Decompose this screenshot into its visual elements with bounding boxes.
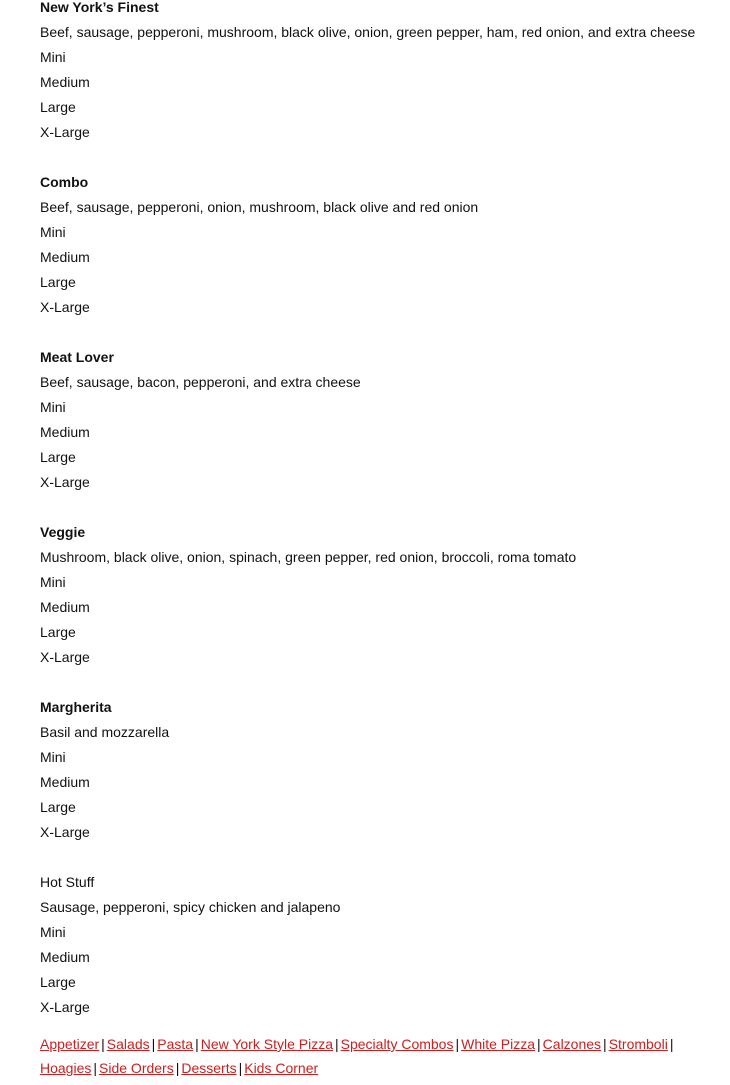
nav-link-hoagies[interactable]: Hoagies [40,1060,92,1076]
menu-item-description: Beef, sausage, pepperoni, mushroom, black olive, onion, green pepper, ham, red onion, and extra cheese [40,24,696,40]
nav-link-kids-corner[interactable]: Kids Corner [244,1060,319,1076]
divider [40,845,720,870]
nav-separator: | [195,1036,199,1052]
size-option: Medium [40,424,90,440]
size-option: Large [40,274,76,290]
menu-item-name: Meat Lover [40,349,114,365]
size-option: Large [40,799,76,815]
size-option: X-Large [40,474,90,490]
size-option: Medium [40,949,90,965]
menu-item [40,345,720,520]
menu-item-name: Veggie [40,524,86,540]
nav-link-specialty-combos[interactable]: Specialty Combos [340,1036,454,1052]
nav-link-new-york-style-pizza[interactable]: New York Style Pizza [200,1036,333,1052]
menu-item-description: Basil and mozzarella [40,724,170,740]
nav-separator: | [603,1036,607,1052]
menu-item [40,870,720,1020]
size-option: Medium [40,774,90,790]
nav-link-desserts[interactable]: Desserts [181,1060,237,1076]
size-option: X-Large [40,124,90,140]
nav-link-stromboli[interactable]: Stromboli [608,1036,668,1052]
nav-separator: | [151,1036,156,1052]
menu-item [40,695,720,870]
size-option: Mini [40,749,66,765]
divider [40,495,720,520]
nav-separator: | [335,1036,339,1052]
nav-separator: | [101,1036,105,1052]
menu-item-name: Margherita [40,699,112,715]
size-option: Large [40,624,76,640]
size-option: Mini [40,574,66,590]
menu-item-name: Hot Stuff [40,874,95,890]
nav-separator: | [537,1036,541,1052]
nav-link-white-pizza[interactable]: White Pizza [461,1036,536,1052]
menu-item-description: Beef, sausage, bacon, pepperoni, and extra cheese [40,374,361,390]
footer-nav [40,1032,720,1080]
size-option: X-Large [40,824,90,840]
nav-link-pasta[interactable]: Pasta [157,1036,194,1052]
menu-item [40,170,720,345]
size-option: Large [40,974,76,990]
menu-list [40,0,720,1020]
size-option: X-Large [40,999,90,1015]
size-option: X-Large [40,299,90,315]
nav-separator: | [238,1060,243,1076]
nav-separator: | [93,1060,98,1076]
menu-item-description: Beef, sausage, pepperoni, onion, mushroom, black olive and red onion [40,199,479,215]
nav-separator: | [175,1060,180,1076]
divider [40,320,720,345]
menu-item-description: Sausage, pepperoni, spicy chicken and jalapeno [40,899,341,915]
menu-item-name: Combo [40,174,89,190]
menu-item-name: New York’s Finest [40,0,159,15]
size-option: X-Large [40,649,90,665]
nav-link-calzones[interactable]: Calzones [542,1036,602,1052]
nav-separator: | [455,1036,460,1052]
size-option: Mini [40,399,66,415]
menu-item-description: Mushroom, black olive, onion, spinach, green pepper, red onion, broccoli, roma tomato [40,549,577,565]
size-option: Medium [40,249,90,265]
size-option: Mini [40,924,66,940]
size-option: Mini [40,224,66,240]
size-option: Large [40,449,76,465]
size-option: Mini [40,49,66,65]
size-option: Medium [40,599,90,615]
nav-link-salads[interactable]: Salads [106,1036,150,1052]
nav-separator: | [669,1036,674,1052]
divider [40,670,720,695]
nav-link-side-orders[interactable]: Side Orders [99,1060,174,1076]
size-option: Medium [40,74,90,90]
menu-item [40,0,720,170]
nav-link-appetizer[interactable]: Appetizer [40,1036,100,1052]
menu-item [40,520,720,695]
size-option: Large [40,99,76,115]
divider [40,145,720,170]
